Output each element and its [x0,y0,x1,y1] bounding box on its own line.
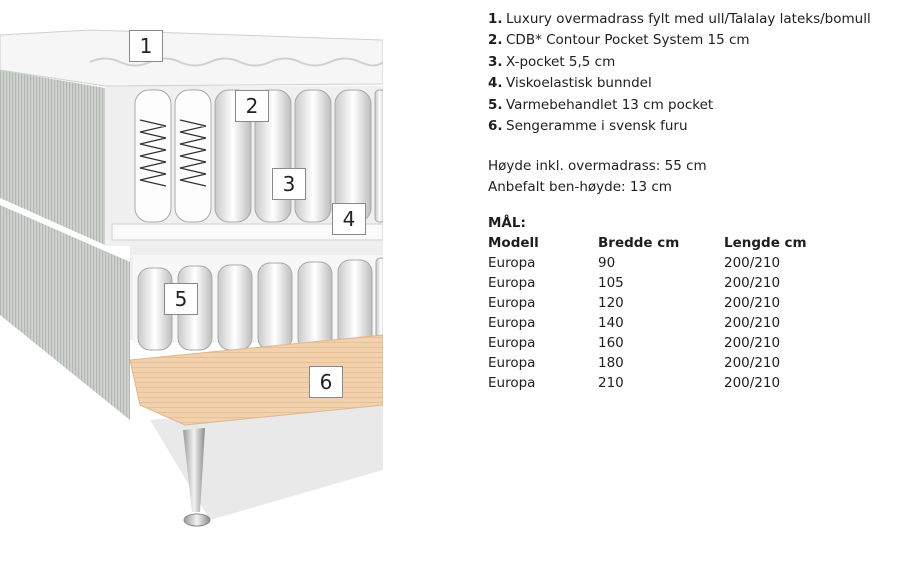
table-row: Europa 90 200/210 [488,255,781,272]
height-info [488,156,898,197]
spec-panel [488,9,898,393]
callout-4: 4 [332,203,366,235]
feature-item: 3. X-pocket 5,5 cm [488,53,616,70]
column-header-length: Lengde cm [724,235,807,252]
feature-item: 1. Luxury overmadrass fylt med ull/Talalay lateks/bomull [488,11,871,27]
column-header-model: Modell [488,235,539,252]
table-row: Europa 140 200/210 [488,315,781,332]
feature-item: 6. Sengeramme i svensk furu [488,117,688,134]
column-header-width: Bredde cm [598,235,680,252]
table-row: Europa 105 200/210 [488,275,781,292]
table-row: Europa 160 200/210 [488,335,781,352]
table-row: Europa 210 200/210 [488,375,781,392]
bed-illustration [0,0,383,579]
dimensions-title: MÅL: [488,215,526,232]
callout-3: 3 [272,168,306,200]
feature-item: 4. Viskoelastisk bunndel [488,75,652,92]
callout-2: 2 [235,90,269,122]
table-header-row [488,233,844,253]
feature-item: 2. CDB* Contour Pocket System 15 cm [488,32,750,49]
feature-item: 5. Varmebehandlet 13 cm pocket [488,96,714,113]
callout-1: 1 [129,30,163,62]
callout-6: 6 [309,366,343,398]
total-height-text: Høyde inkl. overmadrass: 55 cm [488,158,707,175]
callout-5: 5 [164,283,198,315]
table-row: Europa 180 200/210 [488,355,781,372]
leg-height-text: Anbefalt ben-høyde: 13 cm [488,178,672,195]
table-row: Europa 120 200/210 [488,295,781,312]
dimensions-table [488,233,844,393]
feature-list [488,9,898,137]
